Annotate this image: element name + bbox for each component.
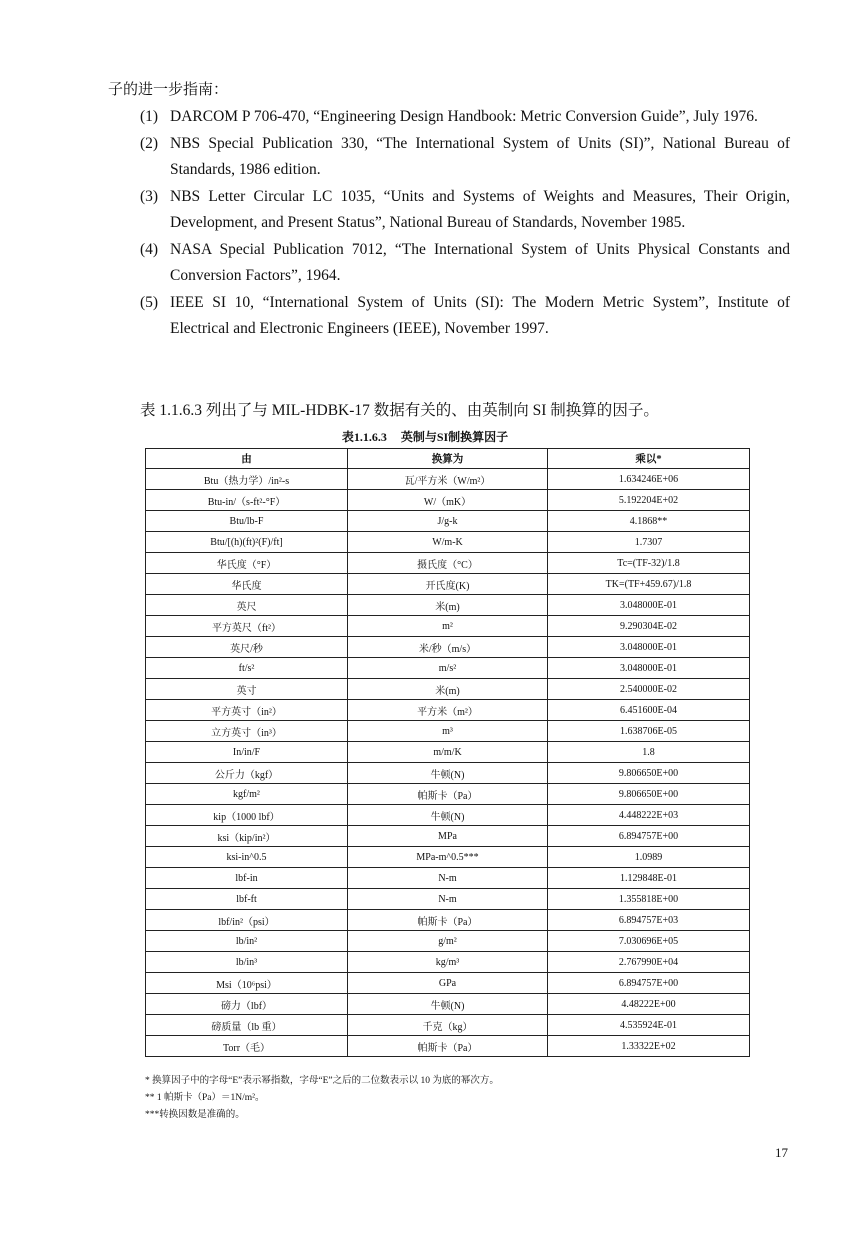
cell-to-unit: 平方米（m²） — [348, 700, 548, 721]
cell-factor: 1.129848E-01 — [548, 868, 750, 889]
cell-from-unit: 平方英寸（in²） — [146, 700, 348, 721]
cell-to-unit: 千克（kg） — [348, 1015, 548, 1036]
table-row — [146, 826, 750, 847]
cell-from-unit: 华氏度（°F） — [146, 553, 348, 574]
reference-number: (5) — [140, 293, 159, 311]
cell-from-unit: Btu-in/（s-ft²-°F） — [146, 490, 348, 511]
cell-to-unit: 瓦/平方米（W/m²） — [348, 469, 548, 490]
header-multiply-by: 乘以* — [548, 449, 750, 469]
cell-to-unit: 帕斯卡（Pa） — [348, 784, 548, 805]
cell-to-unit: MPa-m^0.5*** — [348, 847, 548, 868]
cell-to-unit: N-m — [348, 868, 548, 889]
table-row — [146, 553, 750, 574]
cell-factor: 9.290304E-02 — [548, 616, 750, 637]
reference-text: NASA Special Publication 7012, “The International System of Units Physical Constants and Conversion Factors”, 1964. — [170, 240, 790, 284]
cell-from-unit: kgf/m² — [146, 784, 348, 805]
cell-to-unit: kg/m³ — [348, 952, 548, 973]
cell-to-unit: 米/秒（m/s） — [348, 637, 548, 658]
cell-to-unit: 摄氏度（°C） — [348, 553, 548, 574]
table-row — [146, 931, 750, 952]
intro-text: 子的进一步指南： — [108, 82, 229, 98]
cell-factor: 2.767990E+04 — [548, 952, 750, 973]
table-row — [146, 973, 750, 994]
cell-factor: 1.355818E+00 — [548, 889, 750, 910]
cell-to-unit: 开氏度(K) — [348, 574, 548, 595]
table-row — [146, 742, 750, 763]
reference-item — [140, 290, 790, 343]
table-row — [146, 532, 750, 553]
reference-text: NBS Special Publication 330, “The International System of Units (SI)”, National Bureau of Standards, 1986 edition. — [170, 134, 790, 178]
cell-to-unit: m³ — [348, 721, 548, 742]
footnote: * 换算因子中的字母“E”表示幂指数，字母“E”之后的二位数表示以 10 为底的幂次方。 — [145, 1076, 499, 1086]
cell-factor: 3.048000E-01 — [548, 658, 750, 679]
header-from: 由 — [146, 449, 348, 469]
reference-number: (2) — [140, 134, 159, 152]
cell-from-unit: 立方英寸（in³） — [146, 721, 348, 742]
cell-factor: 4.448222E+03 — [548, 805, 750, 826]
lead-paragraph: 表 1.1.6.3 列出了与 MIL-HDBK-17 数据有关的、由英制向 SI 制换算的因子。 — [140, 402, 659, 419]
table-row — [146, 1015, 750, 1036]
reference-text: DARCOM P 706-470, “Engineering Design Handbook: Metric Conversion Guide”, July 1976. — [170, 108, 758, 125]
cell-to-unit: GPa — [348, 973, 548, 994]
cell-factor: 1.634246E+06 — [548, 469, 750, 490]
cell-to-unit: N-m — [348, 889, 548, 910]
table-row — [146, 847, 750, 868]
page-number: 17 — [775, 1145, 788, 1160]
cell-factor: 1.638706E-05 — [548, 721, 750, 742]
table-caption — [0, 428, 850, 445]
cell-factor: 6.451600E-04 — [548, 700, 750, 721]
reference-text: NBS Letter Circular LC 1035, “Units and Systems of Weights and Measures, Their Origin, Development, and Present Status”, National Bureau of Standards, November 1985. — [170, 187, 790, 231]
table-row — [146, 511, 750, 532]
cell-from-unit: Btu/lb-F — [146, 511, 348, 532]
table-row — [146, 595, 750, 616]
reference-item — [140, 131, 790, 184]
table-row — [146, 889, 750, 910]
cell-factor: 9.806650E+00 — [548, 763, 750, 784]
cell-factor: 7.030696E+05 — [548, 931, 750, 952]
footnote: ***转换因数是准确的。 — [145, 1110, 245, 1120]
cell-factor: 6.894757E+03 — [548, 910, 750, 931]
cell-from-unit: Torr（毛） — [146, 1036, 348, 1057]
table-row — [146, 1036, 750, 1057]
cell-to-unit: 牛顿(N) — [348, 763, 548, 784]
table-header-row — [146, 449, 750, 469]
cell-factor: 1.0989 — [548, 847, 750, 868]
reference-text: IEEE SI 10, “International System of Units (SI): The Modern Metric System”, Institute of Electrical and Electronic Engineers (IEEE), November 1997. — [170, 293, 790, 337]
cell-to-unit: m/m/K — [348, 742, 548, 763]
cell-from-unit: In/in/F — [146, 742, 348, 763]
conversion-table — [145, 448, 750, 1057]
reference-item — [140, 237, 790, 290]
table-row — [146, 910, 750, 931]
cell-factor: 2.540000E-02 — [548, 679, 750, 700]
cell-factor: 6.894757E+00 — [548, 826, 750, 847]
cell-from-unit: 磅质量（lb 重） — [146, 1015, 348, 1036]
reference-item — [140, 104, 790, 131]
cell-from-unit: 英寸 — [146, 679, 348, 700]
cell-from-unit: Btu（热力学）/in²-s — [146, 469, 348, 490]
table-row — [146, 763, 750, 784]
cell-to-unit: 米(m) — [348, 595, 548, 616]
cell-to-unit: g/m² — [348, 931, 548, 952]
cell-factor: 1.7307 — [548, 532, 750, 553]
table-row — [146, 994, 750, 1015]
cell-factor: 3.048000E-01 — [548, 595, 750, 616]
cell-from-unit: lbf-ft — [146, 889, 348, 910]
table-caption-title: 英制与SI制换算因子 — [400, 430, 509, 444]
table-body — [146, 469, 750, 1057]
cell-from-unit: Msi（10⁶psi） — [146, 973, 348, 994]
table-row — [146, 616, 750, 637]
cell-to-unit: W/（mK） — [348, 490, 548, 511]
cell-from-unit: 平方英尺（ft²） — [146, 616, 348, 637]
reference-list — [140, 104, 790, 343]
cell-factor: 6.894757E+00 — [548, 973, 750, 994]
reference-item — [140, 184, 790, 237]
cell-from-unit: 英尺 — [146, 595, 348, 616]
cell-to-unit: m/s² — [348, 658, 548, 679]
cell-factor: 5.192204E+02 — [548, 490, 750, 511]
table-row — [146, 952, 750, 973]
cell-from-unit: Btu/[(h)(ft)²(F)/ft] — [146, 532, 348, 553]
cell-factor: 3.048000E-01 — [548, 637, 750, 658]
cell-factor: Tc=(TF-32)/1.8 — [548, 553, 750, 574]
table-row — [146, 784, 750, 805]
cell-to-unit: MPa — [348, 826, 548, 847]
cell-factor: 4.535924E-01 — [548, 1015, 750, 1036]
table-row — [146, 700, 750, 721]
reference-number: (4) — [140, 240, 159, 258]
table-row — [146, 805, 750, 826]
cell-from-unit: ksi-in^0.5 — [146, 847, 348, 868]
cell-from-unit: 英尺/秒 — [146, 637, 348, 658]
cell-from-unit: 华氏度 — [146, 574, 348, 595]
cell-from-unit: lb/in² — [146, 931, 348, 952]
cell-factor: 1.33322E+02 — [548, 1036, 750, 1057]
cell-factor: TK=(TF+459.67)/1.8 — [548, 574, 750, 595]
cell-to-unit: J/g-k — [348, 511, 548, 532]
cell-from-unit: ksi（kip/in²） — [146, 826, 348, 847]
table-row — [146, 490, 750, 511]
cell-from-unit: 公斤力（kgf） — [146, 763, 348, 784]
reference-number: (1) — [140, 108, 159, 125]
cell-to-unit: 牛顿(N) — [348, 805, 548, 826]
cell-to-unit: 米(m) — [348, 679, 548, 700]
table-row — [146, 574, 750, 595]
table-row — [146, 658, 750, 679]
cell-factor: 4.48222E+00 — [548, 994, 750, 1015]
cell-from-unit: lbf-in — [146, 868, 348, 889]
cell-factor: 1.8 — [548, 742, 750, 763]
table-row — [146, 679, 750, 700]
cell-from-unit: 磅力（lbf） — [146, 994, 348, 1015]
table-row — [146, 868, 750, 889]
cell-from-unit: lbf/in²（psi） — [146, 910, 348, 931]
cell-factor: 4.1868** — [548, 511, 750, 532]
cell-to-unit: 帕斯卡（Pa） — [348, 910, 548, 931]
cell-to-unit: 牛顿(N) — [348, 994, 548, 1015]
table-row — [146, 637, 750, 658]
table-row — [146, 469, 750, 490]
cell-to-unit: m² — [348, 616, 548, 637]
cell-to-unit: 帕斯卡（Pa） — [348, 1036, 548, 1057]
table-caption-number: 表1.1.6.3 — [341, 430, 387, 444]
cell-to-unit: W/m-K — [348, 532, 548, 553]
header-to: 换算为 — [348, 449, 548, 469]
table-footnotes — [145, 1073, 499, 1124]
cell-from-unit: ft/s² — [146, 658, 348, 679]
footnote: ** 1 帕斯卡（Pa）＝1N/m²。 — [145, 1093, 265, 1103]
cell-factor: 9.806650E+00 — [548, 784, 750, 805]
cell-from-unit: kip（1000 lbf） — [146, 805, 348, 826]
reference-number: (3) — [140, 187, 159, 205]
table-row — [146, 721, 750, 742]
cell-from-unit: lb/in³ — [146, 952, 348, 973]
